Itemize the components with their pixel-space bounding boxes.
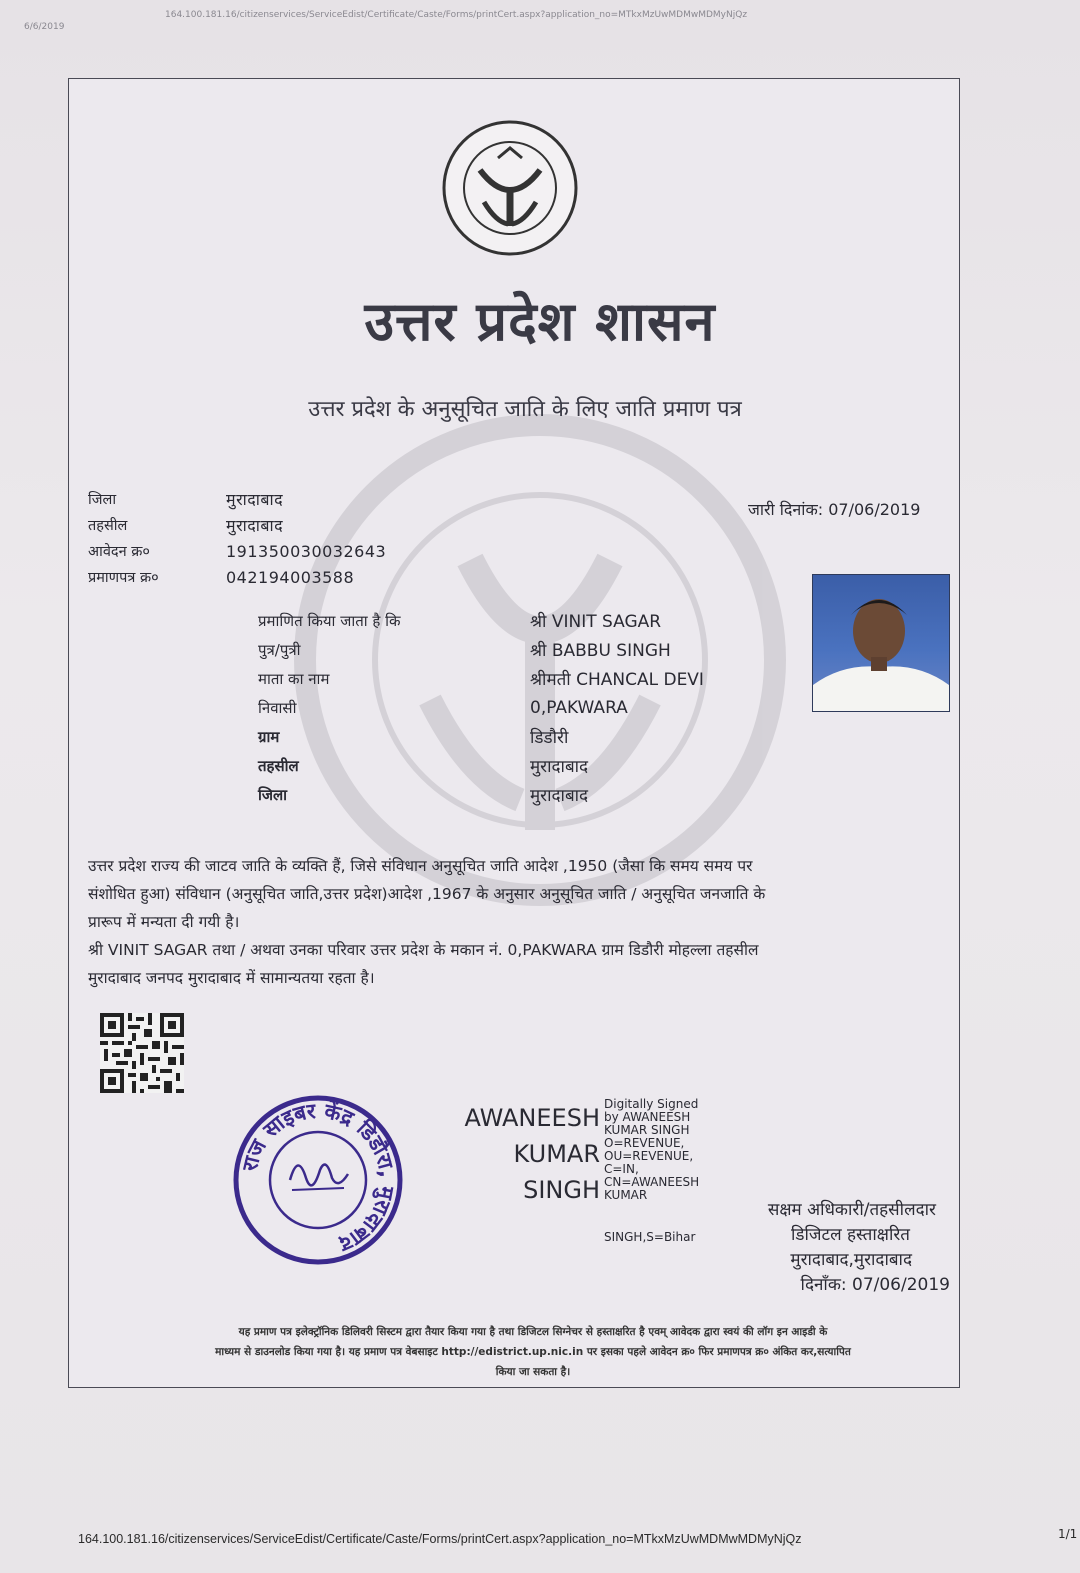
applicant-details <box>258 606 704 809</box>
body-line-5: मुरादाबाद जनपद मुरादाबाद में सामान्यतया रहता है। <box>88 969 375 987</box>
print-header-url: 164.100.181.16/citizenservices/ServiceEdist/Certificate/Caste/Forms/printCert.aspx?application_no=MTkxMzUwMDMwMDMyNjQz <box>165 10 748 20</box>
print-footer-url: 164.100.181.16/citizenservices/ServiceEdist/Certificate/Caste/Forms/printCert.aspx?application_no=MTkxMzUwMDMwMDMyNjQz <box>78 1532 802 1546</box>
official-seal-stamp-icon <box>232 1094 404 1266</box>
village-value: डिडौरी <box>530 728 569 748</box>
resident-value: 0,PAKWARA <box>530 697 628 718</box>
signer-name-line-2: KUMAR <box>513 1140 600 1168</box>
footer-line-1: यह प्रमाण पत्र इलेक्ट्रॉनिक डिलिवरी सिस्टम द्वारा तैयार किया गया है तथा डिजिटल सिग्नेचर से हस्ताक्षरित है एवम् आवेदक द्वारा स्वयं की लॉग इन आइडी के <box>238 1326 828 1338</box>
tehsil-detail-value: मुरादाबाद <box>530 757 589 777</box>
footer-note <box>108 1322 958 1382</box>
tehsil-label: तहसील <box>88 518 128 534</box>
footer-line-2: माध्यम से डाउनलोड किया गया है। यह प्रमाण पत्र वेबसाइट http://edistrict.up.nic.in पर इसका पहले आवेदन क्र० फिर प्रमाणपत्र क्र० अंकित कर,सत्यापित <box>215 1346 851 1358</box>
body-line-3: प्रारूप में मन्यता दी गयी है। <box>88 913 240 931</box>
sig-detail-line: by AWANEESH <box>604 1110 691 1124</box>
applicant-name: श्री VINIT SAGAR <box>530 612 662 632</box>
application-number: 191350030032643 <box>226 541 387 561</box>
sig-detail-line: OU=REVENUE, <box>604 1149 694 1163</box>
digital-signature-details <box>604 1098 699 1202</box>
father-name: श्री BABBU SINGH <box>530 641 671 661</box>
sig-detail-line: KUMAR SINGH <box>604 1123 690 1137</box>
sig-detail-line: C=IN, <box>604 1162 639 1176</box>
meta-block <box>88 486 386 590</box>
signer-name-line-3: SINGH <box>523 1176 600 1204</box>
tehsil-detail-label: तहसील <box>258 756 299 775</box>
sig-detail-last: SINGH,S=Bihar <box>604 1230 696 1244</box>
officer-block <box>700 1198 950 1298</box>
sig-detail-line: O=REVENUE, <box>604 1136 685 1150</box>
page-number: 1/1 <box>1058 1527 1078 1541</box>
sig-detail-line: Digitally Signed <box>604 1097 699 1111</box>
district-detail-label: जिला <box>258 785 288 804</box>
footer-line-3: किया जा सकता है। <box>495 1366 571 1378</box>
application-label: आवेदन क्र० <box>88 544 150 560</box>
signer-name-line-1: AWANEESH <box>464 1104 600 1132</box>
mother-name-label: माता का नाम <box>258 669 330 688</box>
district-label: जिला <box>88 492 117 508</box>
mother-name: श्रीमती CHANCAL DEVI <box>530 670 704 690</box>
village-label: ग्राम <box>258 727 280 746</box>
body-line-4: श्री VINIT SAGAR तथा / अथवा उनका परिवार उत्तर प्रदेश के मकान नं. 0,PAKWARA ग्राम डिडौरी मोहल्ला तहसील <box>88 941 759 959</box>
signed-date: दिनाँक: 07/06/2019 <box>800 1275 950 1295</box>
certificate-number: 042194003588 <box>226 567 355 587</box>
resident-label: निवासी <box>258 698 297 717</box>
district-value: मुरादाबाद <box>226 490 284 509</box>
signer-name <box>440 1100 600 1208</box>
issue-date: जारी दिनांक: 07/06/2019 <box>748 500 921 519</box>
body-line-1: उत्तर प्रदेश राज्य की जाटव जाति के व्यक्ति हैं, जिसे संविधान अनुसूचित जाति आदेश ,1950 (जैसा कि समय समय पर <box>88 857 753 875</box>
officer-designation: सक्षम अधिकारी/तहसीलदार <box>767 1200 936 1220</box>
certificate-subtitle: उत्तर प्रदेश के अनुसूचित जाति के लिए जाति प्रमाण पत्र <box>308 397 742 422</box>
certificate-body <box>88 852 938 992</box>
qr-code-icon[interactable] <box>100 1013 184 1093</box>
certificate-title: उत्तर प्रदेश शासन <box>364 289 716 353</box>
tehsil-value: मुरादाबाद <box>226 516 284 535</box>
son-daughter-label: पुत्र/पुत्री <box>258 640 301 659</box>
applicant-portrait-icon <box>813 575 949 711</box>
sig-detail-line: CN=AWANEESH <box>604 1175 700 1189</box>
certified-label: प्रमाणित किया जाता है कि <box>258 611 401 630</box>
up-govt-emblem-icon <box>440 118 580 258</box>
digitally-signed-label: डिजिटल हस्ताक्षरित <box>791 1225 910 1245</box>
certificate-label: प्रमाणपत्र क्र० <box>88 570 159 586</box>
applicant-photo <box>812 574 950 712</box>
body-line-2: संशोधित हुआ) संविधान (अनुसूचित जाति,उत्तर प्रदेश)आदेश ,1967 के अनुसार अनुसूचित जाति / अनुसूचित जनजाति के <box>88 885 766 903</box>
officer-location: मुरादाबाद,मुरादाबाद <box>790 1250 912 1270</box>
sig-detail-line: KUMAR <box>604 1188 648 1202</box>
seal-text: राज साइबर केंद्र डिडौरा, मुरादाबाद <box>237 1098 400 1257</box>
print-date: 6/6/2019 <box>24 22 65 32</box>
district-detail-value: मुरादाबाद <box>530 786 589 806</box>
